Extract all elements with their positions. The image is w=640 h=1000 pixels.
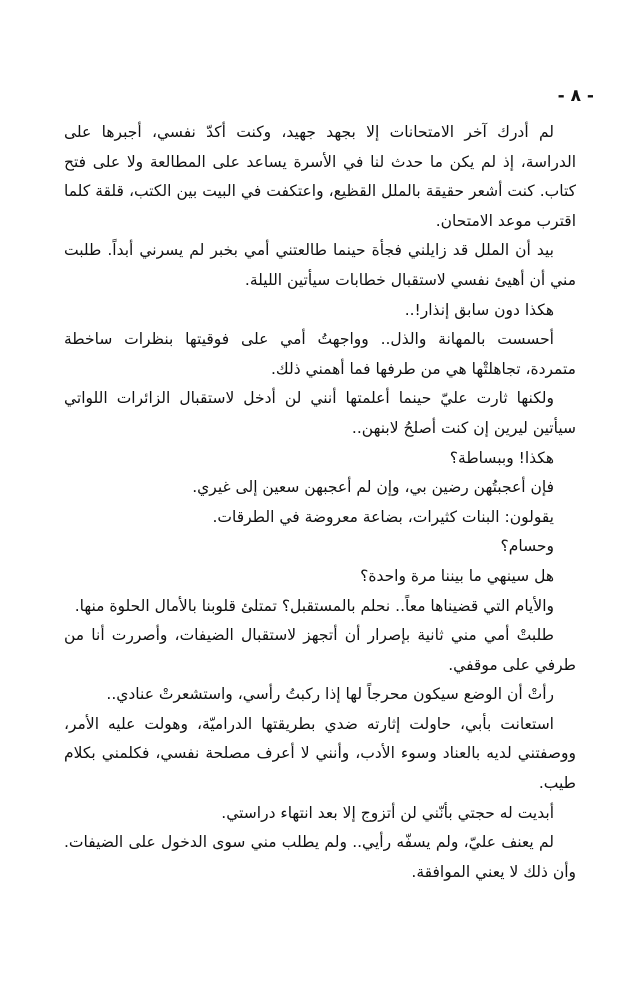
paragraph: هكذا! وببساطة؟ — [449, 448, 554, 467]
paragraph: وحسام؟ — [500, 537, 554, 556]
paragraph: والأيام التي قضيناها معاً.. نحلم بالمستقبل؟ تمتلئ قلوبنا بالأمال الحلوة منها. — [74, 596, 554, 615]
paragraph: ولكنها ثارت عليّ حينما أعلمتها أنني لن أدخل لاستقبال الزائرات اللواتي سيأتين ليرين إن كنت أصلحُ لابنهن.. — [64, 389, 576, 437]
page-body — [64, 118, 576, 887]
paragraph: طلبتْ أمي مني ثانية بإصرار أن أتجهز لاستقبال الضيفات، وأصررت أنا من طرفي على موقفي. — [64, 626, 576, 674]
page-number: - ٨ - — [557, 86, 594, 106]
paragraph: لم يعنف عليّ، ولم يسفّه رأيي.. ولم يطلب مني سوى الدخول على الضيفات. وأن ذلك لا يعني الموافقة. — [64, 833, 576, 881]
paragraph: استعانت بأبي، حاولت إثارته ضدي بطريقتها الدراميّة، وهولت عليه الأمر، ووصفتني لديه بالعناد وسوء الأدب، وأنني لا أعرف مصلحة نفسي، فكلمني بكلام طيب. — [64, 714, 576, 793]
paragraph: بيد أن الملل قد زايلني فجأة حينما طالعتني أمي بخبر لم يسرني أبداً. طلبت مني أن أهيئ نفسي لاستقبال خطابات سيأتين الليلة. — [64, 241, 576, 289]
paragraph: فإن أعجبتُهن رضين بي، وإن لم أعجبهن سعين إلى غيري. — [192, 478, 554, 497]
paragraph: يقولون: البنات كثيرات، بضاعة معروضة في الطرقات. — [212, 507, 554, 526]
paragraph: رأتْ أن الوضع سيكون محرجاً لها إذا ركبتُ رأسي، واستشعرتْ عنادي.. — [106, 685, 554, 704]
paragraph: لم أدرك آخر الامتحانات إلا بجهد جهيد، وكنت أكدّ نفسي، أجبرها على الدراسة، إذ لم يكن ما حدث لنا في الأسرة يساعد على المطالعة ولا على فتح كتاب. كنت أشعر حقيقة بالملل القظيع، واعتكفت في البيت بين الكتب، قلقة كلما اقترب موعد الامتحان. — [64, 123, 576, 230]
paragraph: أحسست بالمهانة والذل.. وواجهتُ أمي على فوقيتها بنظرات ساخطة متمردة، تجاهلتْها هي من طرفها فما أهمني ذلك. — [64, 330, 576, 378]
paragraph: هل سينهي ما بيننا مرة واحدة؟ — [360, 566, 554, 585]
paragraph: هكذا دون سابق إنذار!.. — [404, 300, 554, 319]
paragraph: أبديت له حجتي بأنّني لن أتزوج إلا بعد انتهاء دراستي. — [221, 803, 554, 822]
